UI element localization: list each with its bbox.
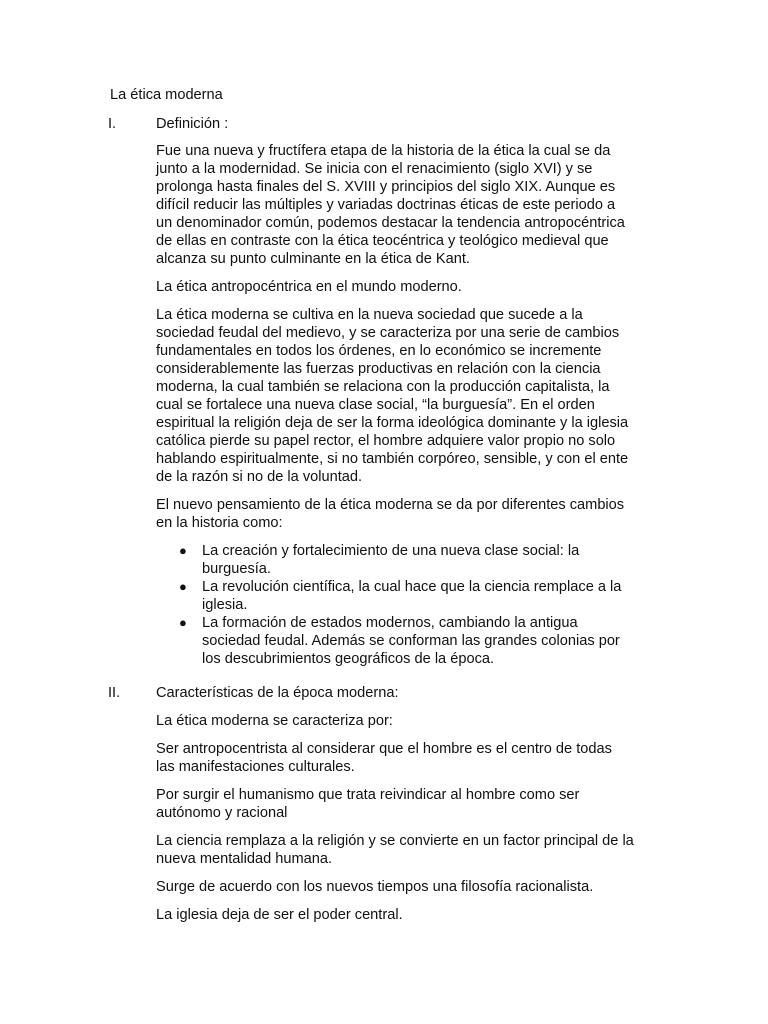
paragraph: La ética moderna se caracteriza por:: [156, 713, 393, 729]
bullet-list: [156, 542, 634, 668]
section-number: II.: [108, 685, 121, 701]
bullet-icon: ●: [179, 615, 187, 630]
list-item: [156, 542, 634, 578]
list-item: [156, 614, 634, 668]
list-item-text: La revolución científica, la cual hace que la ciencia remplace a la iglesia.: [202, 579, 622, 613]
section-number: I.: [108, 116, 117, 132]
section-heading: Definición :: [156, 116, 229, 132]
list-item-text: La creación y fortalecimiento de una nueva clase social: la burguesía.: [202, 543, 580, 577]
list-item: [156, 578, 634, 614]
paragraph: Ser antropocentrista al considerar que el hombre es el centro de todas las manifestaciones culturales.: [156, 741, 612, 775]
paragraph: La iglesia deja de ser el poder central.: [156, 907, 403, 923]
paragraph: El nuevo pensamiento de la ética moderna se da por diferentes cambios en la historia como:: [156, 497, 625, 531]
paragraph: Surge de acuerdo con los nuevos tiempos una filosofía racionalista.: [156, 879, 594, 895]
paragraph: La ética antropocéntrica en el mundo moderno.: [156, 279, 462, 295]
bullet-icon: ●: [179, 579, 187, 594]
section-body: [156, 142, 634, 668]
document-title: La ética moderna: [110, 87, 223, 103]
section-body: [156, 712, 634, 934]
paragraph: La ética moderna se cultiva en la nueva sociedad que sucede a la sociedad feudal del medievo, y se caracteriza por una serie de cambios fundamentales en todos los órdenes, en lo económico se incremente considerablemente las fuerzas productivas en relación con la ciencia moderna, la cual también se relaciona con la producción capitalista, la cual se fortalece una nueva clase social, “la burguesía”. En el orden espiritual la religión deja de ser la forma ideológica dominante y la iglesia católica pierde su papel rector, el hombre adquiere valor propio no solo hablando espiritualmente, si no también corpóreo, sensible, y con el ente de la razón si no de la voluntad.: [156, 307, 629, 485]
paragraph: Fue una nueva y fructífera etapa de la historia de la ética la cual se da junto a la modernidad. Se inicia con el renacimiento (siglo XVI) y se prolonga hasta finales del S. XVIII y principios del siglo XIX. Aunque es difícil reducir las múltiples y variadas doctrinas éticas de este periodo a un denominador común, podemos destacar la tendencia antropocéntrica de ellas en contraste con la ética teocéntrica y teológico medieval que alcanza su punto culminante en la ética de Kant.: [156, 143, 625, 267]
paragraph: La ciencia remplaza a la religión y se convierte en un factor principal de la nueva mentalidad humana.: [156, 833, 634, 867]
bullet-icon: ●: [179, 543, 187, 558]
section-heading: Características de la época moderna:: [156, 685, 399, 701]
list-item-text: La formación de estados modernos, cambiando la antigua sociedad feudal. Además se conforman las grandes colonias por los descubrimientos geográficos de la época.: [202, 615, 620, 667]
paragraph: Por surgir el humanismo que trata reivindicar al hombre como ser autónomo y racional: [156, 787, 580, 821]
